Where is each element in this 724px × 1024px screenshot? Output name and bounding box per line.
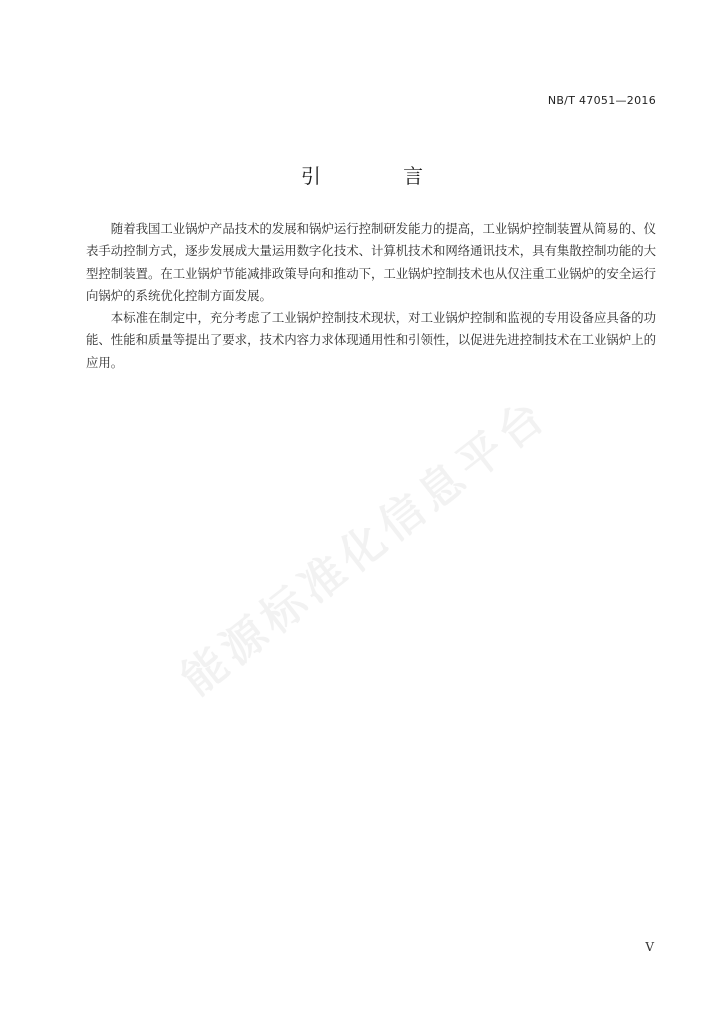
paragraph: 随着我国工业锅炉产品技术的发展和锅炉运行控制研发能力的提高，工业锅炉控制装置从简易的、仪表手动控制方式，逐步发展成大量运用数字化技术、计算机技术和网络通讯技术，具有集散控制功能的大型控制装置。在工业锅炉节能减排政策导向和推动下，工业锅炉控制技术也从仅注重工业锅炉的安全运行向锅炉的系统优化控制方面发展。 [86, 221, 656, 303]
standard-code: NB/T 47051—2016 [547, 94, 656, 107]
page-number: V [645, 940, 654, 954]
page-title: 引 言 [300, 164, 462, 188]
paragraph: 本标准在制定中，充分考虑了工业锅炉控制技术现状，对工业锅炉控制和监视的专用设备应具备的功能、性能和质量等提出了要求，技术内容力求体现通用性和引领性，以促进先进控制技术在工业锅炉上的应用。 [86, 310, 656, 370]
watermark: 能源标准化信息平台 [172, 388, 559, 706]
body-text [86, 218, 656, 374]
